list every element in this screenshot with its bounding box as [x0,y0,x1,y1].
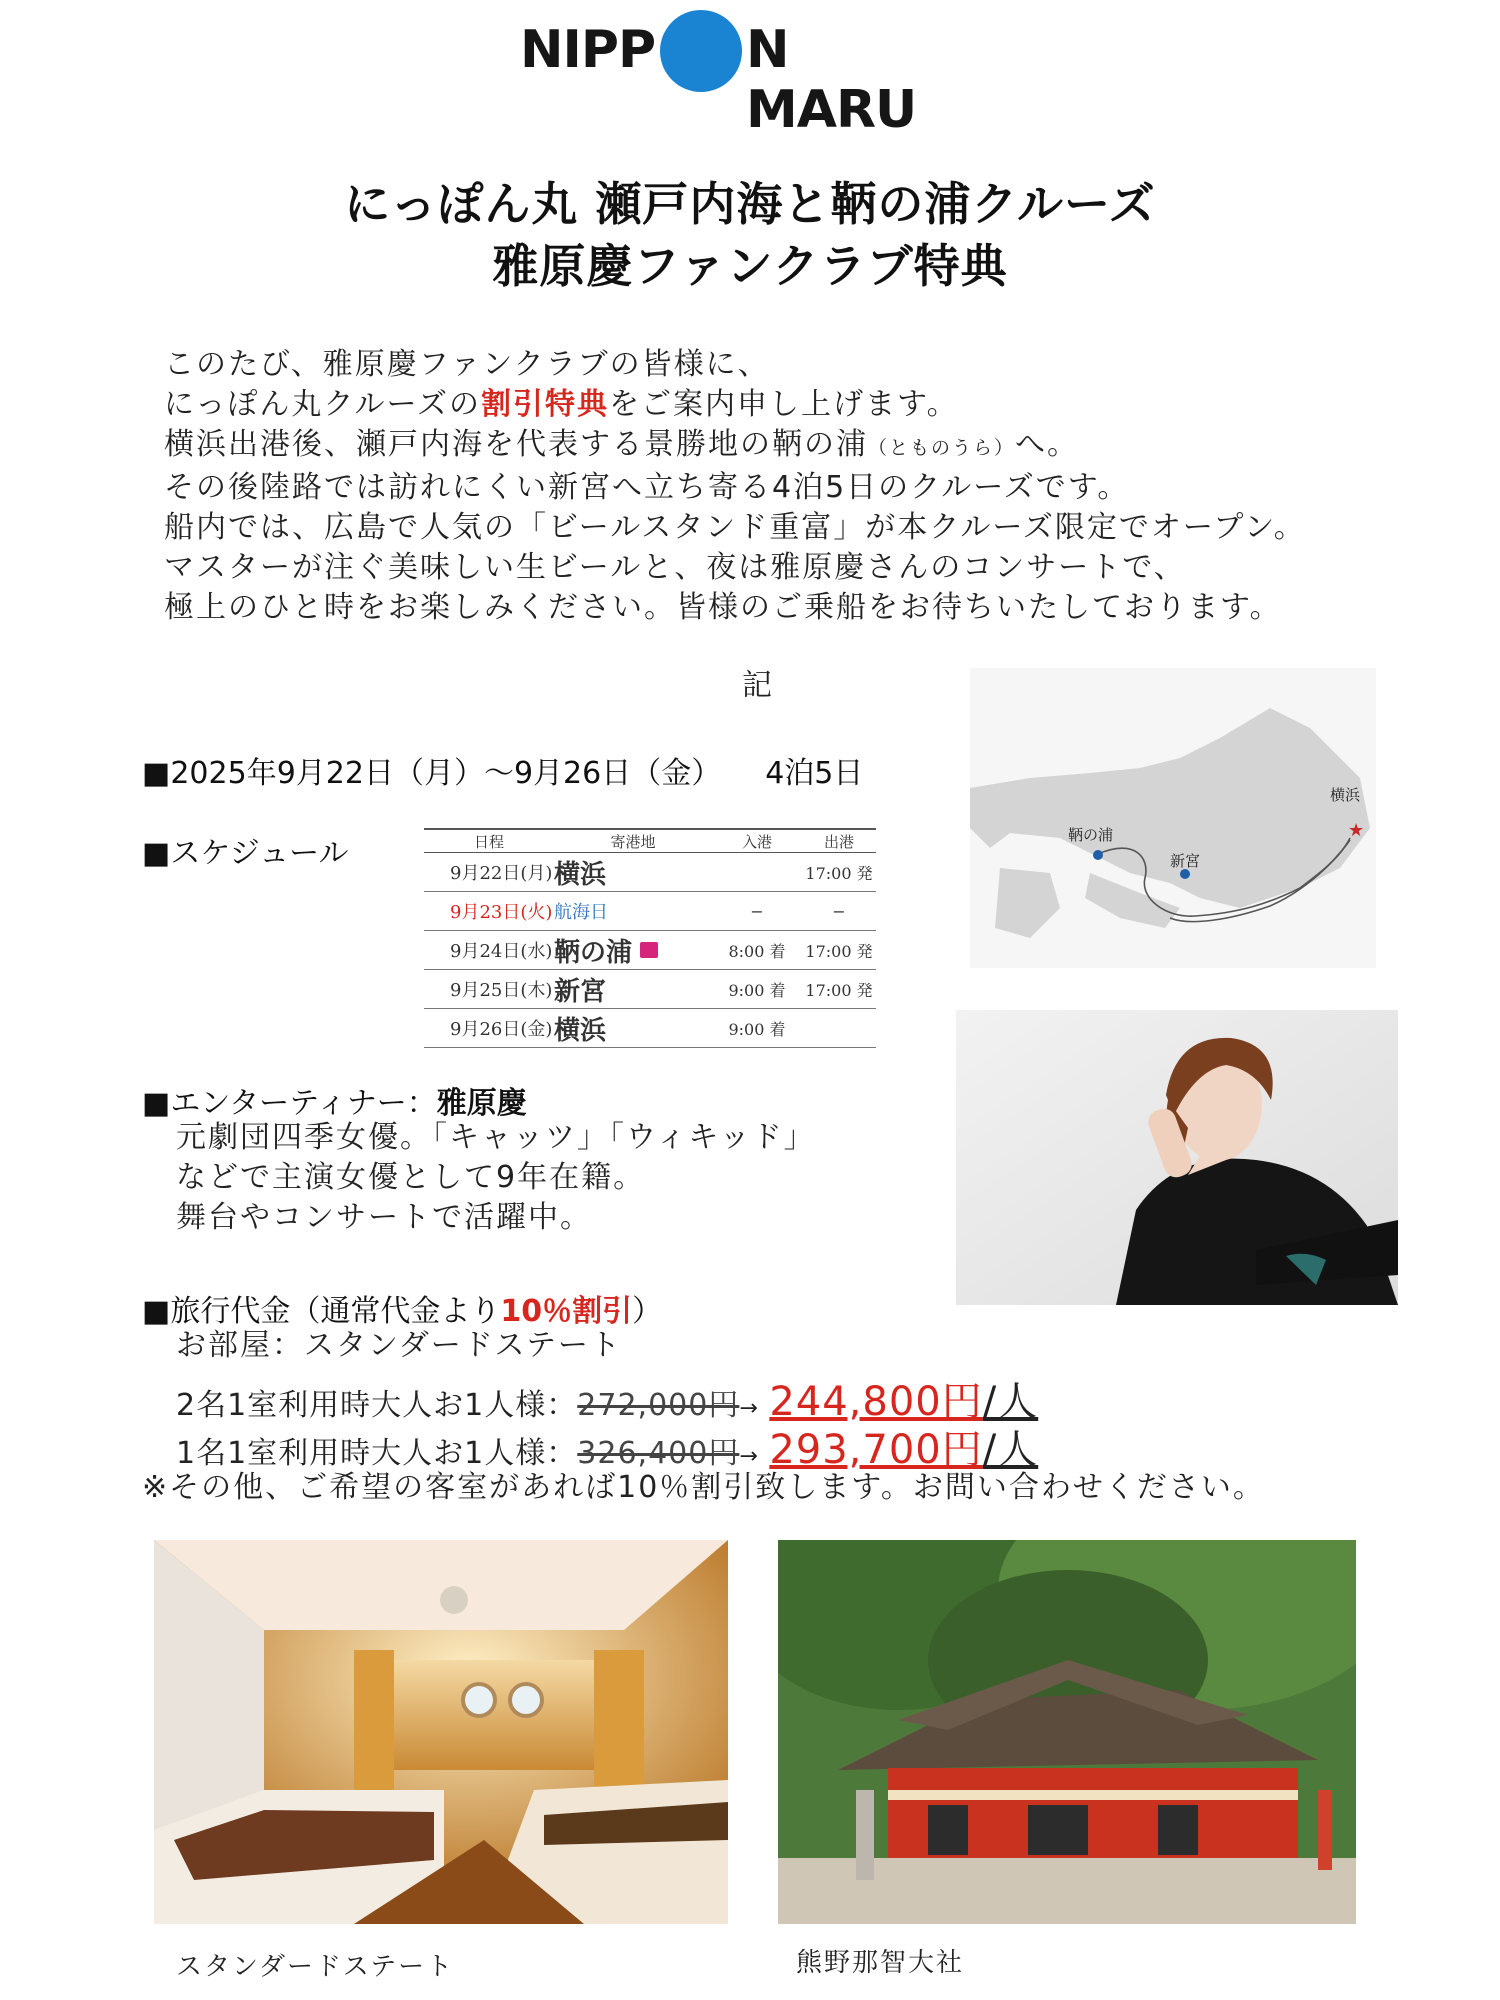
intro-line: その後陸路では訪れにくい新宮へ立ち寄る4泊5日のクルーズです。 [164,470,1130,505]
price-row-double: 2名1室利用時大人お1人様：272,000円→ 244,800円/人 [176,1379,1039,1425]
logo-circle-icon [660,10,742,92]
map-label-shingu: 新宮 [1170,852,1201,870]
map-label-yokohama: 横浜 [1330,786,1361,804]
logo-text-right: N MARU [746,20,917,140]
schedule-row: 9月25日(木) 新宮 9:00 着 17:00 発 [424,970,876,1009]
schedule-table [424,828,876,1048]
schedule-row: 9月26日(金) 横浜 9:00 着 [424,1009,876,1048]
price-row-single: 1名1室利用時大人お1人様：326,400円→ 293,700円/人 [176,1427,1039,1473]
discount-highlight: 割引特典 [481,387,609,422]
intro-line: にっぽん丸クルーズの割引特典をご案内申し上げます。 [164,387,959,422]
route-map [970,668,1376,968]
page-title: にっぽん丸 瀬戸内海と鞆の浦クルーズ [344,177,1156,231]
old-price: 272,000円 [577,1388,740,1423]
schedule-row: 9月23日(火) 航海日 − − [424,892,876,931]
entertainer-heading: ■エンターティナー：雅原慶 [142,1086,527,1121]
shingu-marker [1180,869,1190,879]
new-price: 293,700円 [769,1427,983,1473]
room-type: お部屋：スタンダードステート [176,1328,622,1363]
schedule-row: 9月24日(水) 鞆の浦 8:00 着 17:00 発 [424,931,876,970]
intro-line: 船内では、広島で人気の「ビールスタンド重富」が本クルーズ限定でオープン。 [164,510,1306,545]
shrine-photo [778,1540,1356,1924]
price-note: ※その他、ご希望の客室があれば10％割引致します。お問い合わせください。 [142,1470,1265,1505]
travel-dates: ■2025年9月22日（月）〜9月26日（金） 4泊5日 [142,756,864,791]
intro-line: 横浜出港後、瀬戸内海を代表する景勝地の鞆の浦（とものうら）へ。 [164,427,1080,462]
price-heading: ■旅行代金（通常代金より10％割引） [142,1294,663,1329]
schedule-header: 日程 寄港地 入港 出港 [424,828,876,853]
cabin-caption: スタンダードステート [176,1952,455,1982]
intro-line: マスターが注ぐ美味しい生ビールと、夜は雅原慶さんのコンサートで、 [164,550,1186,585]
cabin-photo [154,1540,728,1924]
new-price: 244,800円 [769,1379,983,1425]
schedule-row: 9月22日(月) 横浜 17:00 発 [424,853,876,892]
nippon-maru-logo [520,6,960,140]
schedule-label: ■スケジュール [142,836,349,871]
yokohama-star-icon: ★ [1348,820,1365,841]
shrine-caption: 熊野那智大社 [796,1948,965,1978]
discount-rate: 10％割引 [500,1294,633,1329]
page-subtitle: 雅原慶ファンクラブ特典 [492,239,1008,293]
intro-paragraph [164,345,1306,628]
entertainer-name: 雅原慶 [436,1086,527,1121]
ki-heading: 記 [742,668,772,703]
logo-text-left: NIPP [520,20,656,80]
entertainer-bio: 元劇団四季女優。「キャッツ」「ウィキッド」 などで主演女優として9年在籍。 舞台やコンサートで活躍中。 [176,1120,816,1235]
map-label-tomonoura: 鞆の浦 [1068,826,1114,844]
entertainer-photo [956,1010,1398,1305]
intro-line: 極上のひと時をお楽しみください。皆様のご乗船をお待ちいたしております。 [164,590,1282,625]
intro-line: このたび、雅原慶ファンクラブの皆様に、 [164,347,770,382]
tomonoura-marker [1093,850,1103,860]
ship-icon [640,942,658,958]
old-price: 326,400円 [577,1436,740,1471]
